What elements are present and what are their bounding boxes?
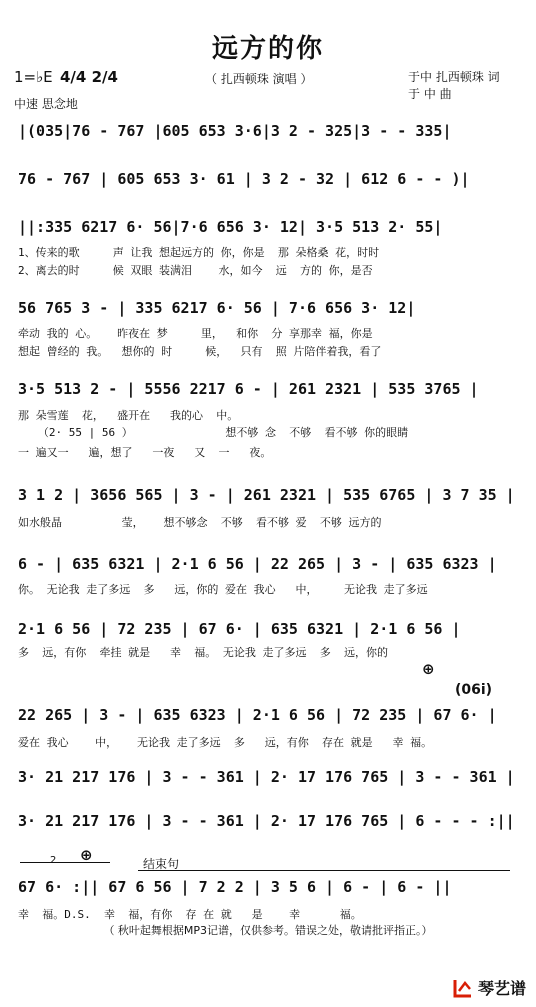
lyric-line: 那 朵雪莲 花， 盛开在 我的心 中。	[18, 409, 239, 422]
lyric-line: 你。 无论我 走了多远 多 远，你的 爱在 我心 中， 无论我 走了多远	[18, 583, 428, 596]
transcription-note: （ 秋叶起舞根据MP3记谱，仅供参考。错误之处，敬请批评指正。）	[103, 924, 433, 937]
lyric-line: 牵动 我的 心。 昨夜在 梦 里， 和你 分 享那幸 福，你是	[18, 327, 373, 340]
performer-credit: （ 扎西顿珠 演唱 ）	[205, 72, 313, 86]
notation-line: 76 - 767 | 605 653 3· 61 | 3 2 - 32 | 612 6 - - )|	[18, 170, 470, 188]
lyric-line: 如水般晶 莹， 想不够念 不够 看不够 爱 不够 远方的	[18, 516, 382, 529]
site-logo	[452, 976, 526, 999]
lyric-line: 2、离去的时 候 双眼 装满泪 水，如今 远 方的 你，是否	[18, 264, 373, 277]
logo-icon	[452, 977, 474, 999]
volta-number: 2	[50, 855, 57, 866]
composer-credit: 于 中 曲	[408, 87, 452, 101]
tempo-marking: 中速 思念地	[14, 97, 78, 111]
lyric-line: （2· 55 | 56 ） 想不够 念 不够 看不够 你的眼睛	[18, 426, 409, 439]
lyric-line: 想起 曾经的 我。 想你的 时 候， 只有 照 片陪伴着我，看了	[18, 345, 382, 358]
notation-line: 67 6· :|| 67 6 56 | 7 2 2 | 3 5 6 | 6 - | 6 - ||	[18, 878, 452, 896]
lyric-line: 1、传来的歌 声 让我 想起远方的 你，你是 那 朵格桑 花，时时	[18, 246, 380, 259]
key-signature: 1=♭E	[14, 68, 53, 86]
lyric-line: 多 远，有你 牵挂 就是 幸 福。 无论我 走了多远 多 远，你的	[18, 646, 388, 659]
notation-line: 3· 21 217 176 | 3 - - 361 | 2· 17 176 765 | 3 - - 361 |	[18, 768, 515, 786]
notation-line: 3· 21 217 176 | 3 - - 361 | 2· 17 176 765 | 6 - - - :||	[18, 812, 515, 830]
lyricist-credit: 于中 扎西顿珠 词	[408, 70, 500, 84]
notation-line: 56 765 3 - | 335 6217 6· 56 | 7·6 656 3· 12|	[18, 299, 416, 317]
volta-bracket	[20, 862, 110, 863]
notation-line: 22 265 | 3 - | 635 6323 | 2·1 6 56 | 72 235 | 67 6· |	[18, 706, 497, 724]
notation-line: 2·1 6 56 | 72 235 | 67 6· | 635 6321 | 2·1 6 56 |	[18, 620, 461, 638]
ending-bracket	[138, 870, 510, 871]
time-signature: 4/4 2/4	[60, 68, 118, 86]
notation-line: |(035|76 - 767 |605 653 3·6|3 2 - 325|3 - - 335|	[18, 122, 452, 140]
lyric-line: 一 遍又一 遍，想了 一夜 又 一 夜。	[18, 446, 272, 459]
coda-sign: ⊕	[422, 660, 435, 678]
notation-line: ||:335 6217 6· 56|7·6 656 3· 12| 3·5 513 2· 55|	[18, 218, 443, 236]
notation-line: 3 1 2 | 3656 565 | 3 - | 261 2321 | 535 6765 | 3 7 35 |	[18, 486, 515, 504]
notation-line: 3·5 513 2 - | 5556 2217 6 - | 261 2321 | 535 3765 |	[18, 380, 479, 398]
notation-line: 6 - | 635 6321 | 2·1 6 56 | 22 265 | 3 - | 635 6323 |	[18, 555, 497, 573]
lyric-line: 爱在 我心 中， 无论我 走了多远 多 远，有你 存在 就是 幸 福。	[18, 736, 433, 749]
page-title: 远方的你	[211, 34, 324, 64]
lyric-line: 幸 福。D.S. 幸 福，有你 存 在 就 是 幸 福。	[18, 908, 362, 921]
logo-text: 琴艺谱	[477, 979, 526, 998]
ending-label: 结束句	[143, 857, 180, 871]
coda-sign: ⊕	[80, 846, 93, 864]
coda-intro-notes: (06i)	[455, 682, 493, 698]
